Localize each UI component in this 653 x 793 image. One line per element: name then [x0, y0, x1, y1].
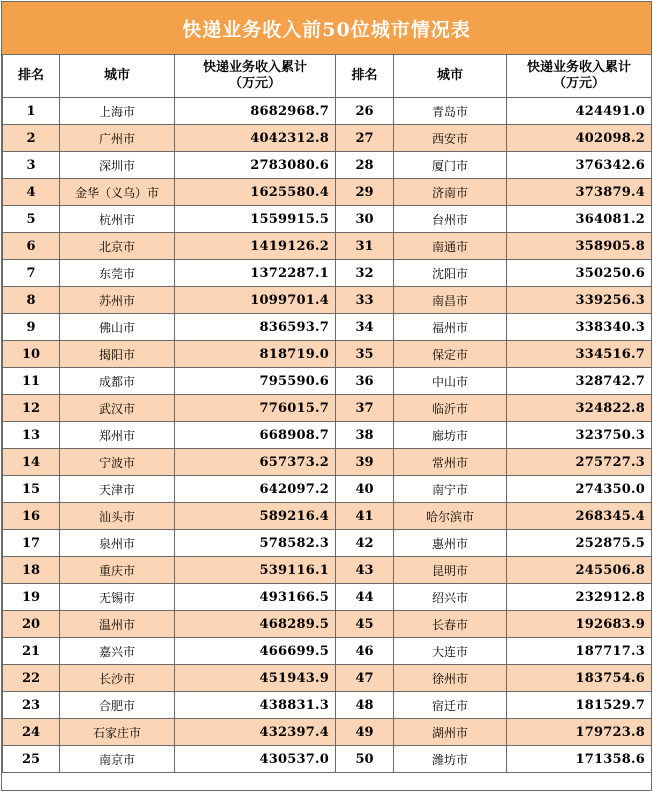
city-cell: 南通市 [394, 233, 507, 260]
city-cell: 宿迁市 [394, 692, 507, 719]
city-cell: 福州市 [394, 314, 507, 341]
revenue-cell: 539116.1 [175, 557, 336, 584]
city-cell: 青岛市 [394, 98, 507, 125]
header-revenue-line2: （万元） [552, 76, 605, 91]
rank-cell: 10 [3, 341, 60, 368]
rank-cell: 15 [3, 476, 60, 503]
table-row [3, 260, 652, 287]
header-revenue-line1: 快递业务收入累计 [526, 60, 631, 75]
rank-cell: 36 [336, 368, 394, 395]
city-cell: 昆明市 [394, 557, 507, 584]
revenue-cell: 323750.3 [507, 422, 652, 449]
city-cell: 中山市 [394, 368, 507, 395]
city-cell: 湖州市 [394, 719, 507, 746]
rank-cell: 3 [3, 152, 60, 179]
rank-cell: 41 [336, 503, 394, 530]
rank-cell: 7 [3, 260, 60, 287]
city-cell: 南京市 [60, 746, 175, 773]
table-row [3, 98, 652, 125]
city-cell: 惠州市 [394, 530, 507, 557]
city-cell: 石家庄市 [60, 719, 175, 746]
header-row [3, 55, 652, 98]
header-revenue [507, 55, 652, 98]
table-row [3, 179, 652, 206]
header-rank: 排名 [336, 55, 394, 98]
table-row [3, 395, 652, 422]
revenue-cell: 183754.6 [507, 665, 652, 692]
rank-cell: 33 [336, 287, 394, 314]
city-cell: 哈尔滨市 [394, 503, 507, 530]
rank-cell: 16 [3, 503, 60, 530]
table-row [3, 584, 652, 611]
rank-cell: 4 [3, 179, 60, 206]
table-row [3, 530, 652, 557]
rank-cell: 1 [3, 98, 60, 125]
city-cell: 厦门市 [394, 152, 507, 179]
revenue-cell: 430537.0 [175, 746, 336, 773]
revenue-cell: 274350.0 [507, 476, 652, 503]
rank-cell: 47 [336, 665, 394, 692]
rank-cell: 46 [336, 638, 394, 665]
rank-cell: 22 [3, 665, 60, 692]
revenue-cell: 493166.5 [175, 584, 336, 611]
city-cell: 南昌市 [394, 287, 507, 314]
city-cell: 东莞市 [60, 260, 175, 287]
rank-cell: 39 [336, 449, 394, 476]
rank-cell: 48 [336, 692, 394, 719]
revenue-cell: 642097.2 [175, 476, 336, 503]
revenue-cell: 187717.3 [507, 638, 652, 665]
revenue-cell: 4042312.8 [175, 125, 336, 152]
revenue-cell: 1419126.2 [175, 233, 336, 260]
rank-cell: 5 [3, 206, 60, 233]
table-row [3, 665, 652, 692]
city-cell: 大连市 [394, 638, 507, 665]
revenue-cell: 8682968.7 [175, 98, 336, 125]
revenue-cell: 1099701.4 [175, 287, 336, 314]
revenue-cell: 468289.5 [175, 611, 336, 638]
rank-cell: 42 [336, 530, 394, 557]
city-cell: 北京市 [60, 233, 175, 260]
city-cell: 汕头市 [60, 503, 175, 530]
revenue-cell: 451943.9 [175, 665, 336, 692]
rank-cell: 9 [3, 314, 60, 341]
revenue-cell: 275727.3 [507, 449, 652, 476]
revenue-cell: 373879.4 [507, 179, 652, 206]
city-cell: 长春市 [394, 611, 507, 638]
rank-cell: 8 [3, 287, 60, 314]
city-cell: 无锡市 [60, 584, 175, 611]
revenue-cell: 324822.8 [507, 395, 652, 422]
table-row [3, 638, 652, 665]
revenue-cell: 668908.7 [175, 422, 336, 449]
revenue-table [2, 55, 652, 773]
revenue-cell: 466699.5 [175, 638, 336, 665]
city-cell: 保定市 [394, 341, 507, 368]
revenue-cell: 268345.4 [507, 503, 652, 530]
table-row [3, 152, 652, 179]
city-cell: 台州市 [394, 206, 507, 233]
header-revenue-line1: 快递业务收入累计 [202, 60, 307, 75]
table-row [3, 503, 652, 530]
city-cell: 金华（义乌）市 [60, 179, 175, 206]
city-cell: 廊坊市 [394, 422, 507, 449]
rank-cell: 50 [336, 746, 394, 773]
rank-cell: 30 [336, 206, 394, 233]
revenue-cell: 795590.6 [175, 368, 336, 395]
city-cell: 沈阳市 [394, 260, 507, 287]
revenue-cell: 192683.9 [507, 611, 652, 638]
revenue-cell: 181529.7 [507, 692, 652, 719]
city-cell: 西安市 [394, 125, 507, 152]
header-revenue [175, 55, 336, 98]
revenue-cell: 402098.2 [507, 125, 652, 152]
city-cell: 广州市 [60, 125, 175, 152]
revenue-cell: 232912.8 [507, 584, 652, 611]
revenue-cell: 818719.0 [175, 341, 336, 368]
header-city: 城市 [60, 55, 175, 98]
table-row [3, 449, 652, 476]
table-row [3, 125, 652, 152]
city-cell: 泉州市 [60, 530, 175, 557]
table-row [3, 746, 652, 773]
city-cell: 上海市 [60, 98, 175, 125]
city-cell: 武汉市 [60, 395, 175, 422]
rank-cell: 6 [3, 233, 60, 260]
revenue-cell: 1559915.5 [175, 206, 336, 233]
city-cell: 天津市 [60, 476, 175, 503]
revenue-cell: 578582.3 [175, 530, 336, 557]
rank-cell: 43 [336, 557, 394, 584]
revenue-cell: 350250.6 [507, 260, 652, 287]
revenue-cell: 328742.7 [507, 368, 652, 395]
city-cell: 南宁市 [394, 476, 507, 503]
rank-cell: 24 [3, 719, 60, 746]
city-cell: 揭阳市 [60, 341, 175, 368]
city-cell: 深圳市 [60, 152, 175, 179]
revenue-cell: 2783080.6 [175, 152, 336, 179]
city-cell: 郑州市 [60, 422, 175, 449]
header-revenue-line2: （万元） [228, 76, 281, 91]
city-cell: 成都市 [60, 368, 175, 395]
table-row [3, 233, 652, 260]
table-row [3, 476, 652, 503]
rank-cell: 18 [3, 557, 60, 584]
table-row [3, 368, 652, 395]
rank-cell: 26 [336, 98, 394, 125]
rank-cell: 2 [3, 125, 60, 152]
table-row [3, 422, 652, 449]
revenue-cell: 364081.2 [507, 206, 652, 233]
rank-cell: 32 [336, 260, 394, 287]
rank-cell: 14 [3, 449, 60, 476]
table-title: 快递业务收入前50位城市情况表 [2, 2, 651, 55]
table-row [3, 719, 652, 746]
city-cell: 潍坊市 [394, 746, 507, 773]
rank-cell: 28 [336, 152, 394, 179]
table-row [3, 692, 652, 719]
rank-cell: 31 [336, 233, 394, 260]
rank-cell: 40 [336, 476, 394, 503]
table-row [3, 206, 652, 233]
revenue-cell: 424491.0 [507, 98, 652, 125]
rank-cell: 23 [3, 692, 60, 719]
rank-cell: 19 [3, 584, 60, 611]
rank-cell: 27 [336, 125, 394, 152]
city-cell: 苏州市 [60, 287, 175, 314]
revenue-cell: 432397.4 [175, 719, 336, 746]
table-row [3, 287, 652, 314]
revenue-cell: 339256.3 [507, 287, 652, 314]
revenue-cell: 657373.2 [175, 449, 336, 476]
table-row [3, 314, 652, 341]
rank-cell: 34 [336, 314, 394, 341]
revenue-cell: 1372287.1 [175, 260, 336, 287]
city-cell: 宁波市 [60, 449, 175, 476]
rank-cell: 11 [3, 368, 60, 395]
city-cell: 重庆市 [60, 557, 175, 584]
city-cell: 嘉兴市 [60, 638, 175, 665]
revenue-cell: 358905.8 [507, 233, 652, 260]
city-cell: 温州市 [60, 611, 175, 638]
city-cell: 佛山市 [60, 314, 175, 341]
revenue-cell: 334516.7 [507, 341, 652, 368]
rank-cell: 21 [3, 638, 60, 665]
rank-cell: 37 [336, 395, 394, 422]
revenue-cell: 589216.4 [175, 503, 336, 530]
revenue-cell: 252875.5 [507, 530, 652, 557]
rank-cell: 12 [3, 395, 60, 422]
table-row [3, 557, 652, 584]
revenue-cell: 836593.7 [175, 314, 336, 341]
city-cell: 长沙市 [60, 665, 175, 692]
rank-cell: 29 [336, 179, 394, 206]
header-city: 城市 [394, 55, 507, 98]
revenue-cell: 245506.8 [507, 557, 652, 584]
revenue-cell: 179723.8 [507, 719, 652, 746]
city-cell: 济南市 [394, 179, 507, 206]
revenue-cell: 776015.7 [175, 395, 336, 422]
city-cell: 合肥市 [60, 692, 175, 719]
rank-cell: 25 [3, 746, 60, 773]
revenue-cell: 338340.3 [507, 314, 652, 341]
table-row [3, 341, 652, 368]
revenue-cell: 376342.6 [507, 152, 652, 179]
city-cell: 临沂市 [394, 395, 507, 422]
table-container [1, 1, 652, 791]
rank-cell: 20 [3, 611, 60, 638]
city-cell: 徐州市 [394, 665, 507, 692]
rank-cell: 35 [336, 341, 394, 368]
city-cell: 常州市 [394, 449, 507, 476]
table-row [3, 611, 652, 638]
revenue-cell: 438831.3 [175, 692, 336, 719]
rank-cell: 44 [336, 584, 394, 611]
rank-cell: 49 [336, 719, 394, 746]
city-cell: 绍兴市 [394, 584, 507, 611]
revenue-cell: 1625580.4 [175, 179, 336, 206]
table-body [3, 98, 652, 773]
rank-cell: 45 [336, 611, 394, 638]
rank-cell: 38 [336, 422, 394, 449]
city-cell: 杭州市 [60, 206, 175, 233]
header-rank: 排名 [3, 55, 60, 98]
revenue-cell: 171358.6 [507, 746, 652, 773]
rank-cell: 13 [3, 422, 60, 449]
rank-cell: 17 [3, 530, 60, 557]
